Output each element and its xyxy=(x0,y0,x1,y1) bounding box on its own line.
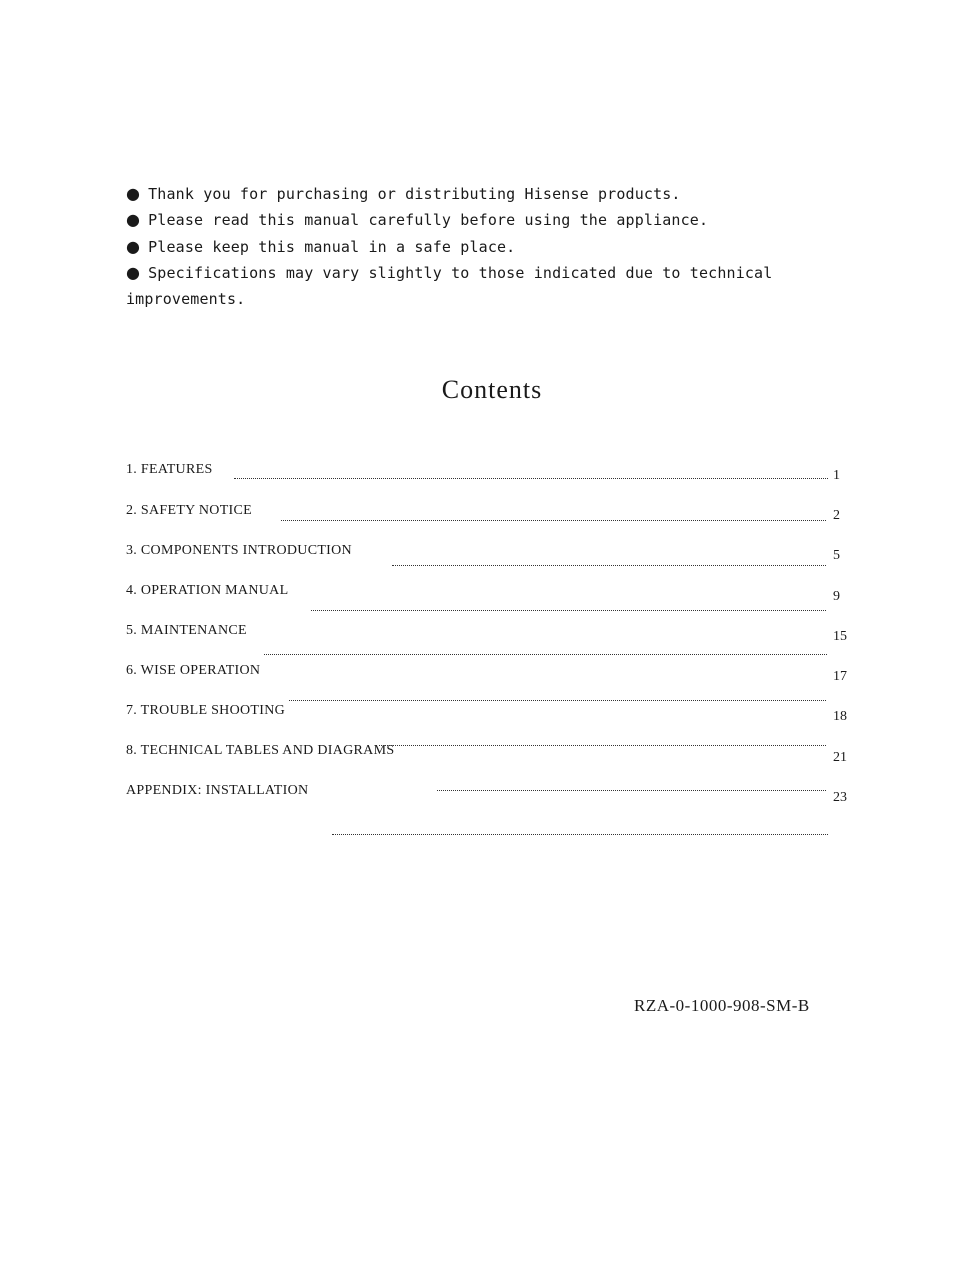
toc-page-number: 21 xyxy=(833,750,847,765)
note-text: Please keep this manual in a safe place. xyxy=(148,237,516,256)
toc-entry-safety-notice[interactable]: 2. SAFETY NOTICE xyxy=(126,503,253,518)
table-of-contents xyxy=(126,0,856,900)
note-continuation: improvements. xyxy=(126,290,246,309)
toc-dot-leader xyxy=(332,834,828,835)
bullet-icon: ● xyxy=(126,210,141,230)
toc-dot-leader xyxy=(437,790,826,791)
toc-entry-operation-manual[interactable]: 4. OPERATION MANUAL xyxy=(126,583,289,598)
document-code: RZA-0-1000-908-SM-B xyxy=(634,996,810,1015)
toc-entry-components-introduction[interactable]: 3. COMPONENTS INTRODUCTION xyxy=(126,543,352,558)
note-text: Thank you for purchasing or distributing Hisense products. xyxy=(148,185,681,203)
toc-dot-leader xyxy=(392,565,826,566)
note-text: Please read this manual carefully before using the appliance. xyxy=(148,211,709,230)
toc-page-number: 2 xyxy=(833,508,840,523)
toc-page-number: 15 xyxy=(833,629,847,644)
toc-page-number: 5 xyxy=(833,548,840,563)
toc-entry-wise-operation[interactable]: 6. WISE OPERATION xyxy=(126,663,261,678)
toc-page-number: 9 xyxy=(833,589,840,604)
toc-entry-trouble-shooting[interactable]: 7. TROUBLE SHOOTING xyxy=(126,703,286,718)
toc-dot-leader xyxy=(281,520,826,521)
contents-title: Contents xyxy=(441,375,543,404)
toc-page-number: 23 xyxy=(833,790,847,805)
toc-dot-leader xyxy=(379,745,826,746)
bullet-icon: ● xyxy=(126,236,141,256)
toc-entry-technical-tables[interactable]: 8. TECHNICAL TABLES AND DIAGRAMS xyxy=(126,743,395,758)
toc-entry-appendix-installation[interactable]: APPENDIX: INSTALLATION xyxy=(126,783,309,798)
bullet-icon: ● xyxy=(126,184,141,203)
toc-page-number: 18 xyxy=(833,709,847,724)
toc-dot-leader xyxy=(289,700,826,701)
note-text: Specifications may vary slightly to those indicated due to technical xyxy=(148,263,773,282)
bullet-icon: ● xyxy=(126,262,141,282)
toc-entry-features[interactable]: 1. FEATURES xyxy=(126,462,213,477)
toc-entry-maintenance[interactable]: 5. MAINTENANCE xyxy=(126,623,247,638)
toc-page-number: 17 xyxy=(833,669,847,684)
toc-page-number: 1 xyxy=(833,468,840,483)
toc-dot-leader xyxy=(234,478,828,479)
toc-dot-leader xyxy=(311,610,826,611)
toc-dot-leader xyxy=(264,654,827,655)
